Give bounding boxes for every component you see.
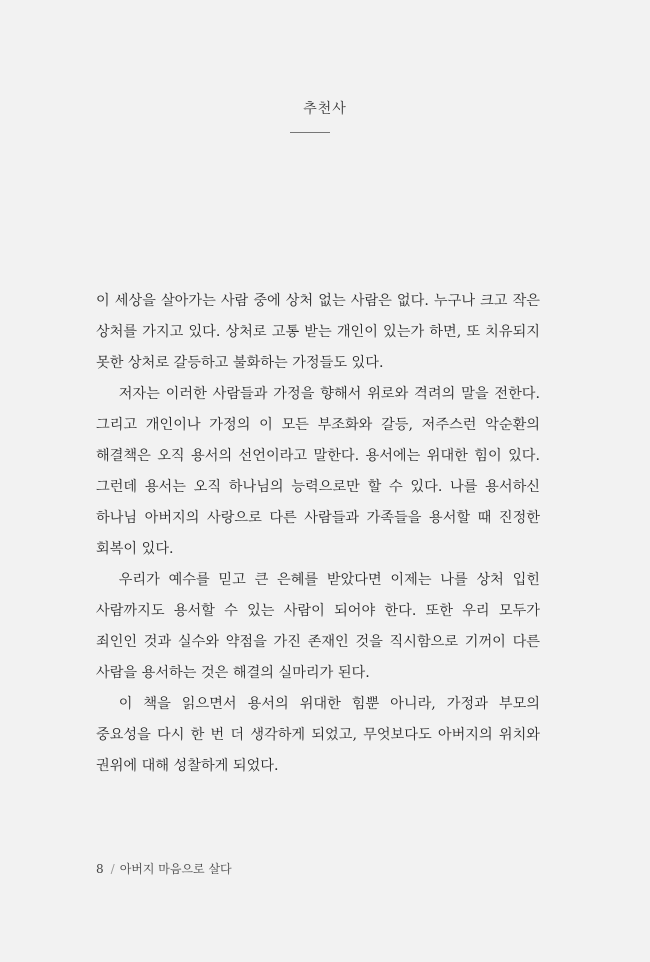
footer-separator: / bbox=[110, 862, 115, 876]
running-title: 아버지 마음으로 살다 bbox=[119, 862, 232, 876]
paragraph-4: 이 책을 읽으면서 용서의 위대한 힘뿐 아니라, 가정과 부모의 중요성을 다시 한 번 더 생각하게 되었고, 무엇보다도 아버지의 위치와 권위에 대해 성찰하게 되었다. bbox=[96, 696, 540, 774]
page-footer bbox=[96, 860, 232, 877]
paragraph-3: 우리가 예수를 믿고 큰 은혜를 받았다면 이제는 나를 상처 입힌 사람까지도 용서할 수 있는 사람이 되어야 한다. 또한 우리 모두가 죄인인 것과 실수와 약점을 가진 존재인 것을 직시함으로 기꺼이 다른 사람을 용서하는 것은 해결의 실마리가 된다. bbox=[96, 572, 540, 681]
paragraph-2: 저자는 이러한 사람들과 가정을 향해서 위로와 격려의 말을 전한다. 그리고 개인이나 가정의 이 모든 부조화와 갈등, 저주스런 악순환의 해결책은 오직 용서의 선언이라고 말한다. 용서에는 위대한 힘이 있다. 그런데 용서는 오직 하나님의 능력으로만 할 수 있다. 나를 용서하신 하나님 아버지의 사랑으로 다른 사람들과 가족들을 용서할 때 진정한 회복이 있다. bbox=[96, 386, 540, 557]
title-divider bbox=[290, 132, 330, 133]
paragraph-1: 이 세상을 살아가는 사람 중에 상처 없는 사람은 없다. 누구나 크고 작은 상처를 가지고 있다. 상처로 고통 받는 개인이 있는가 하면, 또 치유되지 못한 상처로 갈등하고 불화하는 가정들도 있다. bbox=[96, 293, 540, 371]
page-title: 추천사 bbox=[303, 101, 347, 117]
page-number: 8 bbox=[96, 862, 104, 876]
body-text bbox=[96, 286, 540, 782]
